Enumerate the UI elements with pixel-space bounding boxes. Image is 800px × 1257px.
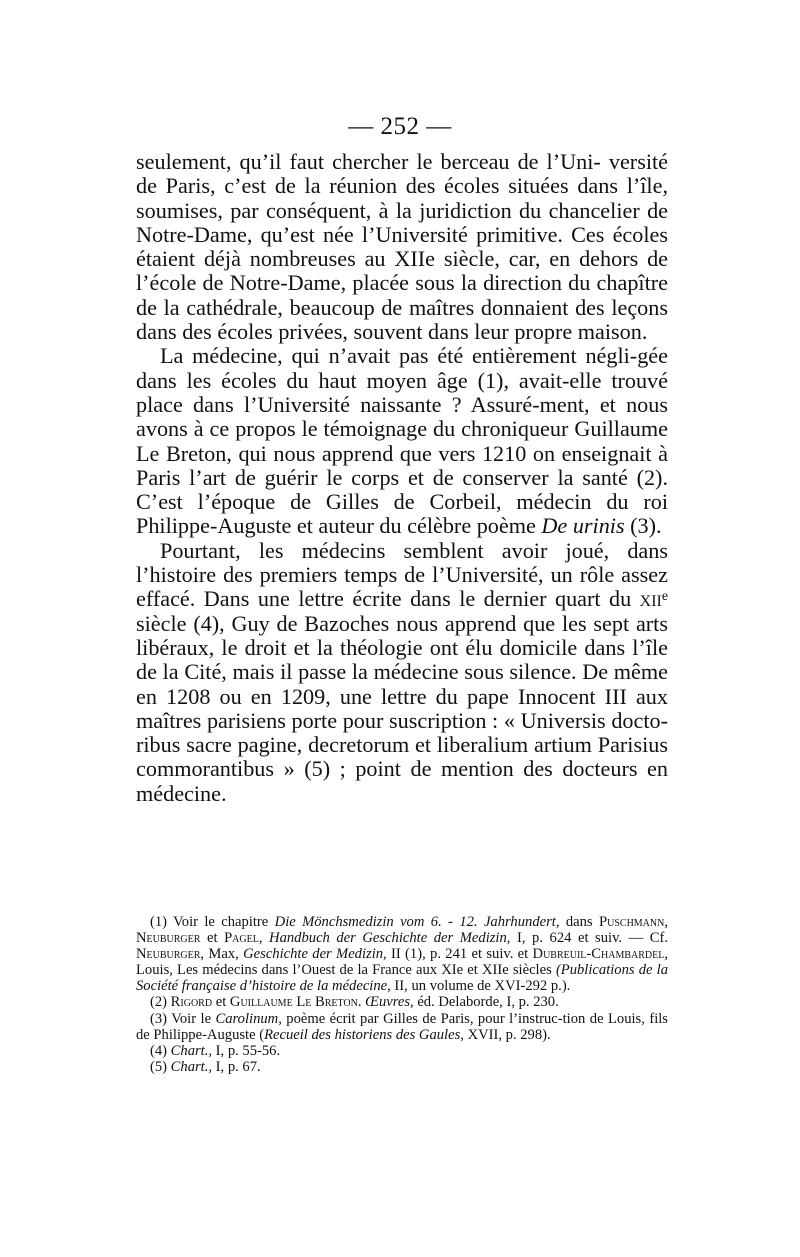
fn2-b: Rigord <box>170 994 213 1011</box>
p2-title: De urinis <box>541 513 625 539</box>
fn1-j: Max, <box>204 946 244 963</box>
fn2-e: Œuvres, <box>361 994 414 1011</box>
line-8: beaucoup de maîtres donnaient des leçons dans des <box>136 294 668 345</box>
fn4-a: (4) <box>150 1042 171 1059</box>
p3-part1: Pourtant, les médecins semblent avoir joué, dans l’histoire des premiers temps de l’Université, un rôle assez effacé. Dans une lettre écrite dans le dernier quart du <box>136 537 668 612</box>
fn4-c: I, p. 55-56. <box>212 1042 281 1059</box>
fn1-e: et <box>200 930 225 947</box>
fn5-c: I, p. 67. <box>212 1058 261 1075</box>
fn2-d: Guillaume Le Breton. <box>229 994 362 1011</box>
fn2-c: et <box>212 994 230 1011</box>
fn3-c: poème écrit par Gilles de Paris, pour l’instruc-tion de Louis, fils de Philippe-Auguste ( <box>136 1010 668 1043</box>
line-3: dans l’île, soumises, par conséquent, à la juridiction <box>136 173 668 223</box>
fn1-a: (1) Voir le chapitre <box>150 914 275 930</box>
line-2: versité de Paris, c’est de la réunion des écoles situées <box>136 149 669 199</box>
paragraph-1 <box>136 150 668 344</box>
footnote-1 <box>136 914 668 994</box>
fn3-b: Carolinum, <box>215 1010 282 1027</box>
fn1-l: II (1), p. 241 et suiv. et <box>386 946 533 963</box>
fn1-f: Pagel, <box>224 930 263 947</box>
fn1-m: Dubreuil-Chambardel, <box>532 946 668 963</box>
fn5-b: Chart., <box>170 1058 213 1075</box>
footnote-4 <box>136 1043 668 1059</box>
line-4: du chancelier de Notre-Dame, qu’est née l’Université <box>136 197 669 247</box>
fn1-i: Neuburger, <box>136 946 205 963</box>
fn1-o: (Publications de la Société française d’histoire de la médecine, <box>136 962 669 995</box>
fn3-d: Recueil des historiens des Gaules, <box>264 1026 464 1043</box>
paragraph-2 <box>136 344 668 538</box>
fn3-a: (3) Voir le <box>150 1010 216 1027</box>
fn1-n: Louis, Les médecins dans l’Ouest de la France aux XIe et XIIe siècles <box>136 962 556 979</box>
fn4-b: Chart., <box>170 1042 213 1059</box>
fn1-k: Geschichte der Medizin, <box>243 946 387 963</box>
footnote-5 <box>136 1059 668 1075</box>
fn1-c: dans <box>559 914 599 930</box>
line-5: primitive. Ces écoles étaient déjà nombreuses au <box>136 221 669 272</box>
footnotes <box>136 914 668 1075</box>
page-number: — 252 — <box>348 113 452 140</box>
fn1-p: II, un volume de XVI-292 p.). <box>390 978 571 995</box>
p2-note-ref: (3). <box>624 513 662 539</box>
footnote-2 <box>136 994 668 1010</box>
p3-century-sup: e <box>661 588 668 604</box>
footnote-3 <box>136 1011 668 1043</box>
fn1-g: Handbuch der Geschichte der Medizin, <box>262 930 511 947</box>
line-6: XIIe siècle, car, en dehors de l’école de Notre-Dame, <box>136 246 669 296</box>
fn1-b: Die Mönchsmedizin vom 6. - 12. Jahrhundert, <box>274 914 560 930</box>
fn1-d: Puschmann, Neuburger <box>136 914 668 947</box>
fn5-a: (5) <box>150 1058 171 1075</box>
line-1: seulement, qu’il faut chercher le berceau de l’Uni- <box>136 149 601 174</box>
line-7: placée sous la direction du chapître de la cathédrale, <box>136 270 668 320</box>
fn3-e: XVII, p. 298). <box>463 1026 551 1043</box>
p2-text: La médecine, qui n’avait pas été entièrement négli-gée dans les écoles du haut moyen âge (1), avait-elle trouvé place dans l’Université naissante ? Assuré-ment, et nous avons à ce propos le témoignage du chroniqueur Guillaume Le Breton, qui nous apprend que vers 1210 on enseignait à Paris l’art de guérir le corps et de conserver la santé (2). C’est l’époque de Gilles de Corbeil, médecin du roi Philippe-Auguste et auteur du célèbre poème <box>136 343 668 539</box>
fn1-h: I, p. 624 et suiv. — Cf. <box>510 930 668 947</box>
p3-century: xii <box>639 586 662 612</box>
line-9: écoles privées, souvent dans leur propre maison. <box>217 319 648 345</box>
p3-part2: siècle (4), Guy de Bazoches nous apprend que les sept arts libéraux, le droit et la théologie ont élu domicile dans l’île de la Cité, mais il passe la médecine sous silence. De même en 1208 ou en 1209, une lettre du pape Innocent III aux maîtres parisiens porte pour suscription : « Universis docto-ribus sacre pagine, decretorum et liberalium artium Parisius commorantibus » (5) ; point de mention des docteurs en médecine. <box>136 610 668 806</box>
fn2-f: éd. Delaborde, I, p. 230. <box>413 994 559 1011</box>
main-text <box>136 150 668 806</box>
fn2-a: (2) <box>150 994 171 1011</box>
paragraph-3 <box>136 539 668 806</box>
